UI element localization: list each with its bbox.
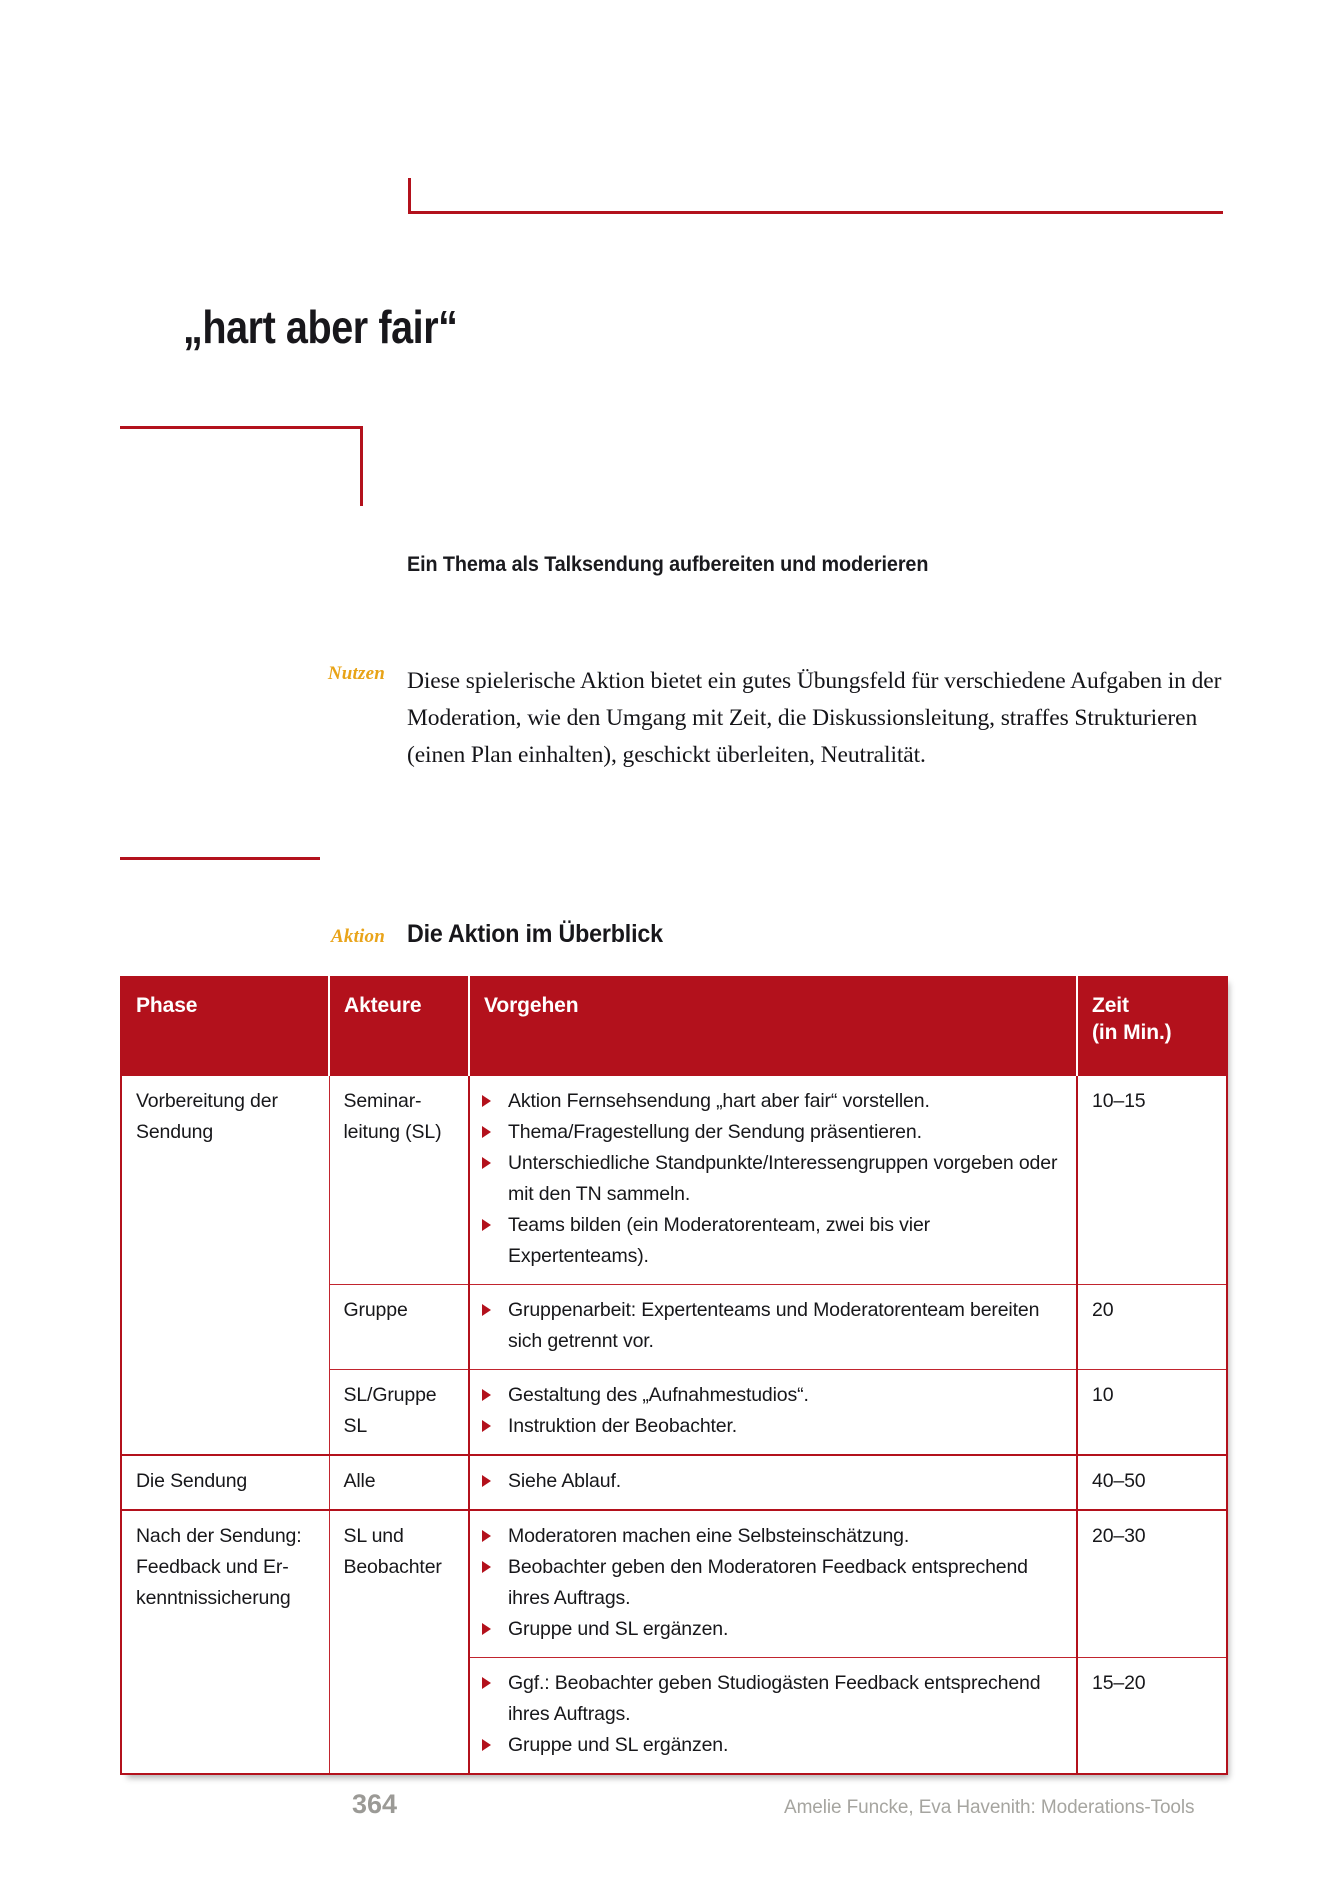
cell-akteure: [329, 1285, 469, 1370]
step-list: [480, 1521, 1064, 1645]
cell-vorgehen: [469, 1076, 1077, 1285]
table-header-zeit-line1: Zeit: [1092, 994, 1129, 1017]
table-body: [121, 1076, 1227, 1774]
step-text: Siehe Ablauf.: [508, 1470, 621, 1492]
list-item: [480, 1086, 1064, 1117]
list-item: [480, 1210, 1064, 1272]
table-head: [121, 977, 1227, 1076]
overview-table-container: [120, 976, 1226, 1775]
cell-phase: [121, 1076, 329, 1455]
akteure-line: Alle: [343, 1470, 376, 1492]
arrow-right-icon: [482, 1219, 491, 1231]
arrow-right-icon: [482, 1389, 491, 1401]
cell-zeit: 20–30: [1077, 1510, 1227, 1658]
list-item: [480, 1148, 1064, 1210]
arrow-right-icon: [482, 1475, 491, 1487]
cell-zeit: 40–50: [1077, 1455, 1227, 1510]
list-item: [480, 1466, 1064, 1497]
cell-vorgehen: [469, 1510, 1077, 1658]
decorative-rule-top: [408, 178, 1223, 214]
nutzen-label: Nutzen: [327, 663, 385, 684]
list-item: [480, 1614, 1064, 1645]
footer-credit: Amelie Funcke, Eva Havenith: Moderations-Tools: [784, 1797, 1195, 1818]
arrow-right-icon: [482, 1677, 491, 1689]
step-text: Ggf.: Beobachter geben Studiogästen Feedback entsprechend ihres Auftrags.: [508, 1672, 1041, 1725]
nutzen-section: [250, 663, 1229, 774]
arrow-right-icon: [482, 1304, 491, 1316]
cell-zeit: 15–20: [1092, 1672, 1146, 1694]
phase-line: Nach der Sendung:: [136, 1525, 302, 1547]
cell-vorgehen: [469, 1455, 1077, 1510]
table-header-vorgehen: Vorgehen: [469, 977, 1077, 1076]
arrow-right-icon: [482, 1420, 491, 1432]
step-list: [480, 1086, 1064, 1272]
akteure-line: Beobachter: [343, 1556, 442, 1578]
list-item: [480, 1668, 1064, 1730]
step-text: Gruppe und SL ergänzen.: [508, 1734, 729, 1756]
arrow-right-icon: [482, 1561, 491, 1573]
akteure-line: leitung (SL): [343, 1121, 442, 1143]
cell-vorgehen: [469, 1285, 1077, 1370]
cell-akteure: [329, 1076, 469, 1285]
cell-zeit: 20: [1077, 1285, 1227, 1370]
akteure-line: SL: [343, 1415, 368, 1437]
table-header-akteure: Akteure: [329, 977, 469, 1076]
list-item: [480, 1295, 1064, 1357]
arrow-right-icon: [482, 1530, 491, 1542]
arrow-right-icon: [482, 1739, 491, 1751]
akteure-line: Seminar-: [343, 1090, 422, 1112]
list-item: [480, 1117, 1064, 1148]
table-row: [121, 1076, 1227, 1285]
cell-phase: [121, 1510, 329, 1774]
list-item: [480, 1380, 1064, 1411]
phase-line: Vorbereitung der: [136, 1090, 278, 1112]
cell-vorgehen: [469, 1658, 1077, 1775]
step-text: Thema/Fragestellung der Sendung präsentieren.: [508, 1121, 922, 1143]
table-header-zeit-line2: (in Min.): [1092, 1021, 1172, 1044]
table-row: [121, 1510, 1227, 1658]
cell-akteure: [329, 1455, 469, 1510]
aktion-heading: Die Aktion im Überblick: [407, 920, 663, 948]
akteure-line: SL/Gruppe: [343, 1384, 437, 1406]
overview-table: [120, 976, 1228, 1775]
table-header-zeit: [1077, 977, 1227, 1076]
step-list: [480, 1466, 1064, 1497]
step-list: [480, 1668, 1064, 1761]
table-row: [121, 1455, 1227, 1510]
step-list: [480, 1295, 1064, 1357]
step-text: Gestaltung des „Aufnahmestudios“.: [508, 1384, 809, 1406]
nutzen-text: Diese spielerische Aktion bietet ein gutes Übungsfeld für verschiedene Aufgaben in der Moderation, wie den Umgang mit Zeit, die Diskussionsleitung, straffes Strukturieren (einen Plan einhalten), geschickt überleiten, Neutralität.: [407, 668, 1222, 768]
arrow-right-icon: [482, 1095, 491, 1107]
page-subtitle: Ein Thema als Talksendung aufbereiten und moderieren: [407, 552, 929, 576]
aktion-section-header: [250, 920, 682, 949]
step-text: Teams bilden (ein Moderatorenteam, zwei bis vier Expertenteams).: [508, 1214, 930, 1267]
cell-zeit: 10: [1077, 1370, 1227, 1456]
akteure-line: Gruppe: [343, 1299, 408, 1321]
page-title: „hart aber fair“: [183, 301, 458, 353]
step-text: Gruppenarbeit: Expertenteams und Moderatorenteam bereiten sich getrennt vor.: [508, 1299, 1040, 1352]
cell-akteure: [329, 1370, 469, 1456]
arrow-right-icon: [482, 1126, 491, 1138]
cell-zeit: 10–15: [1077, 1076, 1227, 1285]
list-item: [480, 1552, 1064, 1614]
akteure-line: SL und: [343, 1525, 404, 1547]
table-header-phase: Phase: [121, 977, 329, 1076]
aktion-label: Aktion: [331, 926, 385, 947]
step-text: Instruktion der Beobachter.: [508, 1415, 738, 1437]
table-header-row: [121, 977, 1227, 1076]
cell-phase: [121, 1455, 329, 1510]
list-item: [480, 1411, 1064, 1442]
cell-akteure: [329, 1510, 469, 1774]
step-text: Unterschiedliche Standpunkte/Interessengruppen vorgeben oder mit den TN sammeln.: [508, 1152, 1058, 1205]
arrow-right-icon: [482, 1157, 491, 1169]
step-text: Beobachter geben den Moderatoren Feedback entsprechend ihres Auftrags.: [508, 1556, 1028, 1609]
decorative-rule-short: [120, 857, 320, 860]
cell-vorgehen: [469, 1370, 1077, 1456]
phase-line: Feedback und Er-: [136, 1556, 289, 1578]
step-text: Moderatoren machen eine Selbsteinschätzung.: [508, 1525, 910, 1547]
step-text: Aktion Fernsehsendung „hart aber fair“ vorstellen.: [508, 1090, 930, 1112]
step-list: [480, 1380, 1064, 1442]
list-item: [480, 1730, 1064, 1761]
arrow-right-icon: [482, 1623, 491, 1635]
phase-line: kenntnissicherung: [136, 1587, 291, 1609]
footer-page-number: 364: [352, 1789, 398, 1819]
list-item: [480, 1521, 1064, 1552]
phase-line: Sendung: [136, 1121, 214, 1143]
phase-line: Die Sendung: [136, 1470, 248, 1492]
decorative-rule-middle: [120, 426, 363, 506]
step-text: Gruppe und SL ergänzen.: [508, 1618, 729, 1640]
